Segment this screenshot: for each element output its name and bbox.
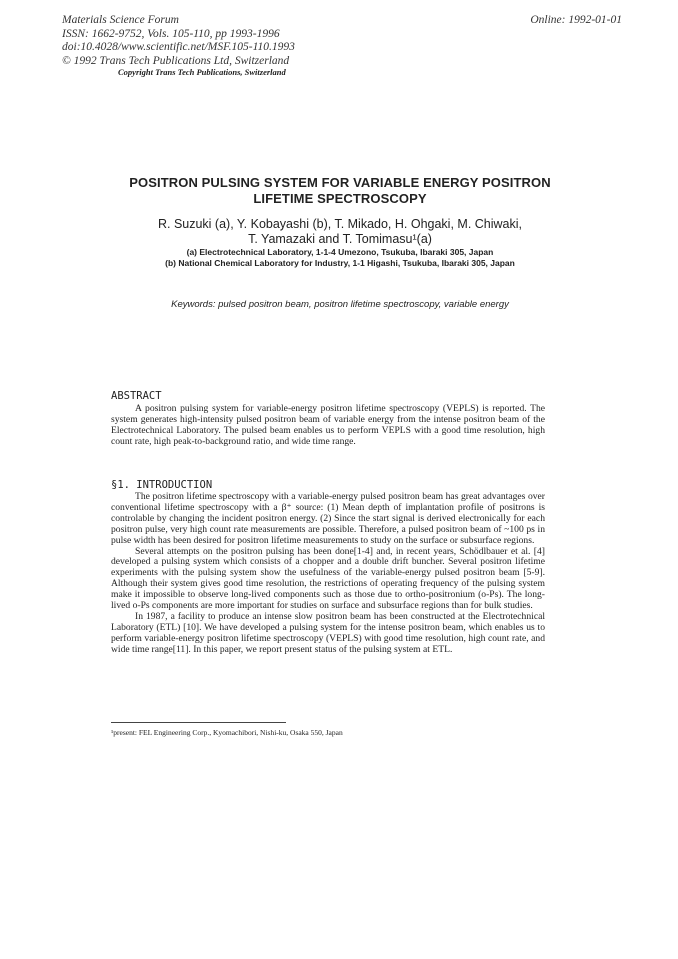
intro-paragraph-2: Several attempts on the positron pulsing has been done[1-4] and, in recent years, Schödlbauer et al. [4] developed a pulsing system which consists of a chopper and a double drift buncher. Several positron lifetime experiments with the pulsing system show the usefulness of the variable-energy pulsed positron beam [5-9]. Although their system gives good time resolution, the restrictions of operating frequency of the pulsing system make it impossible to observe long-lived components such as those due to ortho-positronium (o-Ps). The long-lived o-Ps components are more important for studies on surface and subsurface regions than for bulk studies. bbox=[111, 545, 545, 612]
abstract-heading: ABSTRACT bbox=[111, 390, 162, 402]
introduction-body bbox=[111, 492, 545, 656]
journal-name: Materials Science Forum bbox=[62, 14, 179, 26]
intro-paragraph-3: In 1987, a facility to produce an intense slow positron beam has been constructed at the Electrotechnical Laboratory (ETL) [10]. We have developed a pulsing system for the intense positron beam, which enables us to perform variable-energy positron lifetime spectroscopy (VEPLS) with good time resolution, high count rate, and wide time range[11]. In this paper, we report present status of the pulsing system at ETL. bbox=[111, 610, 545, 655]
authors-line-1: R. Suzuki (a), Y. Kobayashi (b), T. Mikado, H. Ohgaki, M. Chiwaki, bbox=[157, 217, 523, 231]
keywords: Keywords: pulsed positron beam, positron lifetime spectroscopy, variable energy bbox=[171, 299, 509, 310]
issn-line: ISSN: 1662-9752, Vols. 105-110, pp 1993-1996 bbox=[62, 27, 280, 40]
publication-header bbox=[62, 14, 622, 68]
online-date: Online: 1992-01-01 bbox=[530, 14, 622, 26]
copyright-notice: Copyright Trans Tech Publications, Switzerland bbox=[118, 67, 286, 77]
title-line-1: POSITRON PULSING SYSTEM FOR VARIABLE ENERGY POSITRON bbox=[129, 175, 551, 190]
publisher-line: © 1992 Trans Tech Publications Ltd, Switzerland bbox=[62, 54, 290, 67]
authors-line-2: T. Yamazaki and T. Tomimasu¹(a) bbox=[248, 231, 432, 246]
footnote-divider bbox=[111, 722, 286, 723]
author-list bbox=[110, 217, 570, 246]
affiliation-a: (a) Electrotechnical Laboratory, 1-1-4 Umezono, Tsukuba, Ibaraki 305, Japan bbox=[186, 247, 494, 257]
abstract-body bbox=[111, 404, 545, 448]
intro-paragraph-1: The positron lifetime spectroscopy with a variable-energy pulsed positron beam has great advantages over conventional lifetime spectroscopy with a β⁺ source: (1) Mean depth of implantation profile of positrons is controlable by changing the incident positron energy. (2) Since the start signal is derived electronically for each positron pulse, very high count rate measurements are possible. Therefore, a pulsed positron beam of ~100 ps in pulse width has been desired for positron lifetime measurements to study on the surface or subsurface regions. bbox=[111, 491, 545, 546]
abstract-paragraph: A positron pulsing system for variable-energy positron lifetime spectroscopy (VEPLS) is reported. The system generates high-intensity pulsed positron beam of variable energy from the intense positron beam of the Electrotechnical Laboratory. The pulsed beam enables us to perform VEPLS with a good time resolution, high count rate, high peak-to-background ratio, and wide time range. bbox=[111, 403, 545, 447]
affiliation-b: (b) National Chemical Laboratory for Industry, 1-1 Higashi, Tsukuba, Ibaraki 305, Japan bbox=[165, 258, 515, 268]
paper-title bbox=[110, 175, 570, 207]
doi-line[interactable]: doi:10.4028/www.scientific.net/MSF.105-110.1993 bbox=[62, 41, 295, 53]
affiliations bbox=[110, 247, 570, 269]
title-line-2: LIFETIME SPECTROSCOPY bbox=[253, 191, 427, 206]
footnote: ¹present: FEL Engineering Corp., Kyomachibori, Nishi-ku, Osaka 550, Japan bbox=[111, 728, 343, 737]
introduction-heading: §1. INTRODUCTION bbox=[111, 479, 213, 491]
